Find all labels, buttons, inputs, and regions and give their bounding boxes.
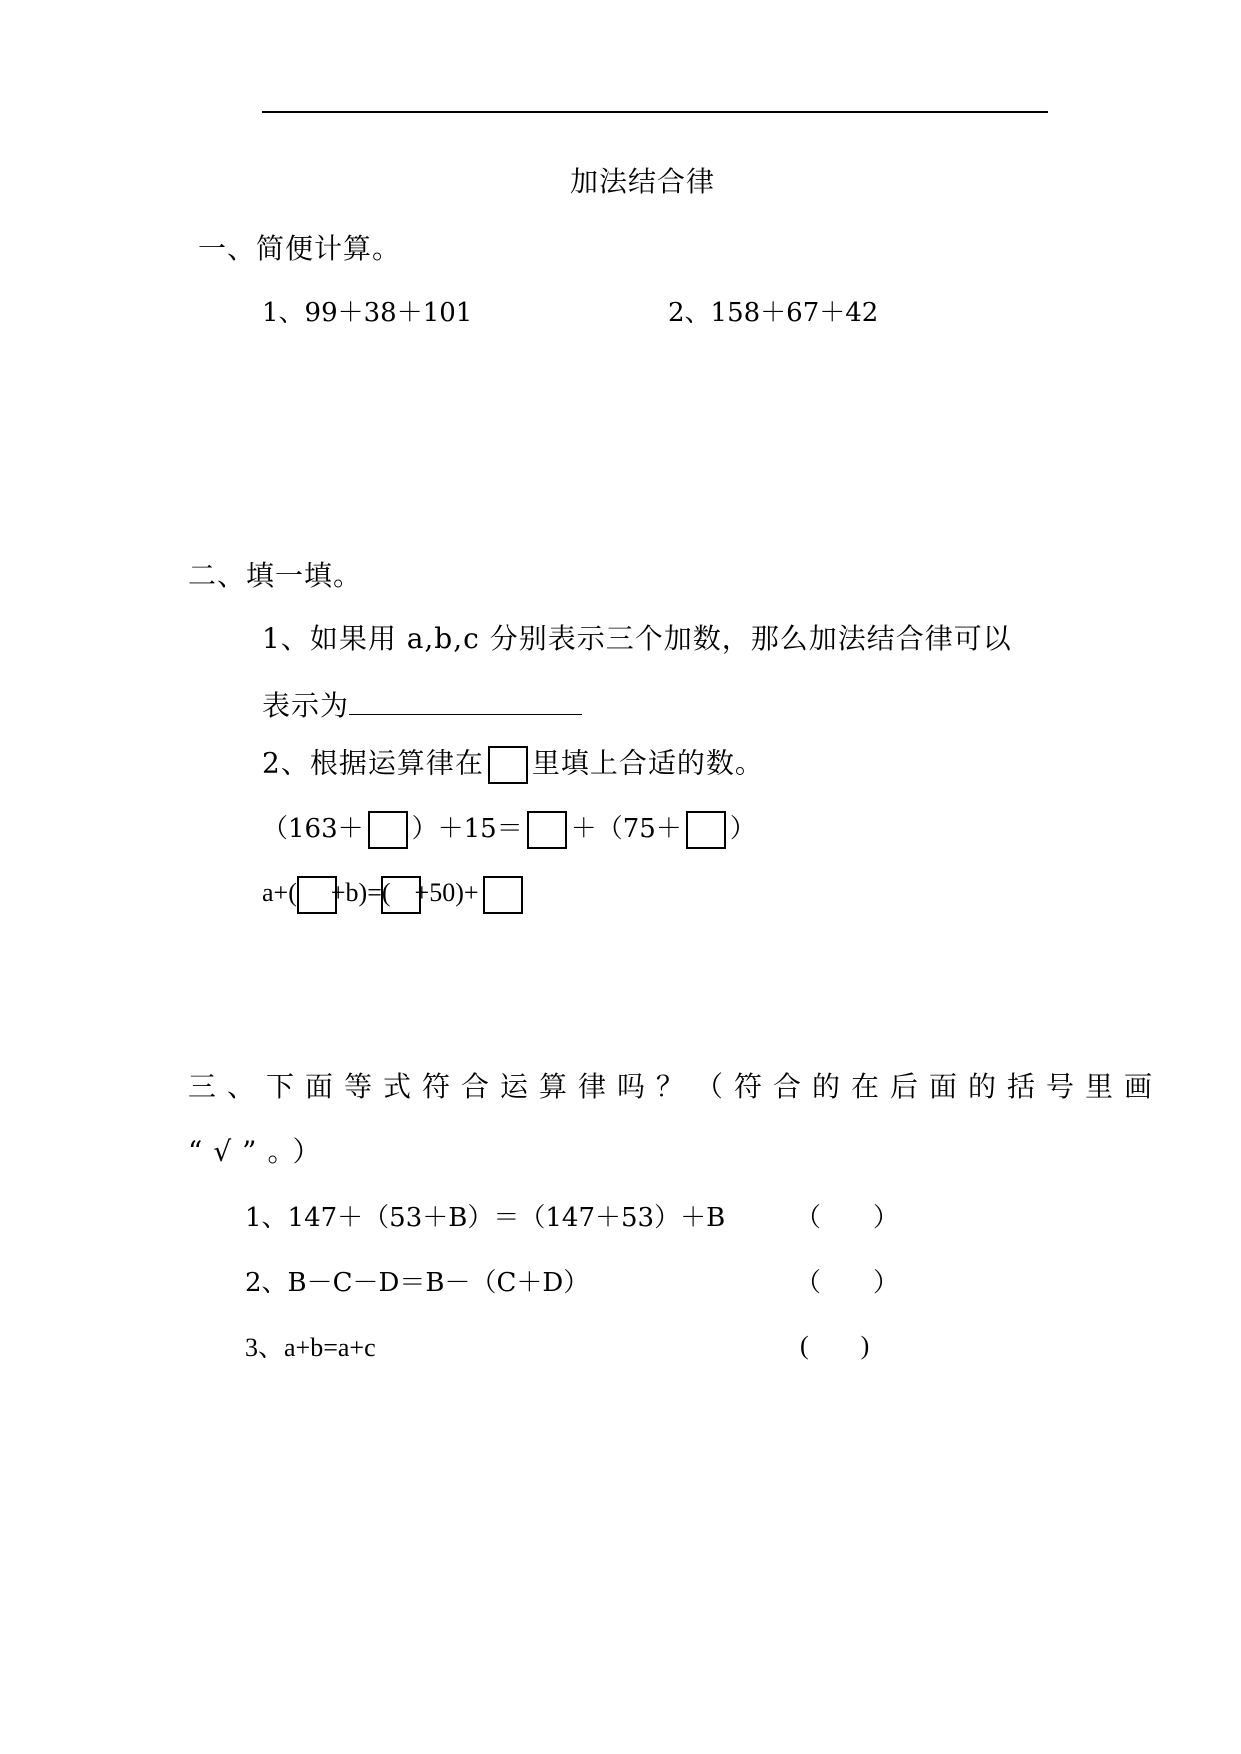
answer-box[interactable] <box>527 811 567 849</box>
equation-2-part-3: +50)+ <box>414 877 479 907</box>
equation-1-part-1: （163＋ <box>262 814 364 844</box>
answer-box-example <box>488 746 528 784</box>
section1-question-1: 1、99＋38＋101 <box>262 298 473 328</box>
answer-blank-line[interactable] <box>349 688 582 715</box>
section2-question-1-prefix: 表示为 <box>262 689 350 722</box>
section1-heading: 一、简便计算。 <box>198 232 402 265</box>
section2-question-2-pre: 2、根据运算律在 <box>262 746 484 780</box>
section2-question-2 <box>262 746 764 784</box>
section3-heading-line2: “√”。） <box>188 1135 332 1168</box>
answer-box[interactable] <box>368 811 408 849</box>
section2-question-1-line2 <box>262 688 582 720</box>
section2-heading: 二、填一填。 <box>188 559 363 592</box>
section1-question-2: 2、158＋67＋42 <box>668 298 879 328</box>
judge-item-2: 2、B－C－D＝B－（C＋D） <box>245 1268 590 1298</box>
judge-paren-3[interactable]: ( ) <box>800 1331 870 1360</box>
header-rule <box>262 111 1048 113</box>
answer-box[interactable] <box>686 811 726 849</box>
equation-1-part-2: ）＋15＝ <box>411 814 523 844</box>
judge-paren-2[interactable]: （ ） <box>795 1268 900 1298</box>
equation-2 <box>262 876 527 914</box>
section2-question-2-post: 里填上合适的数。 <box>531 746 764 780</box>
equation-1-part-4: ） <box>729 814 756 844</box>
equation-2-part-2: +b)=( <box>330 877 391 907</box>
judge-paren-1[interactable]: （ ） <box>795 1203 900 1233</box>
page-title: 加法结合律 <box>570 165 716 198</box>
judge-item-1: 1、147＋（53＋B）＝（147＋53）＋B <box>245 1203 726 1233</box>
judge-item-3: 3、a+b=a+c <box>245 1333 376 1362</box>
answer-box[interactable] <box>483 876 523 914</box>
section2-question-1-line1: 1、如果用 a,b,c 分别表示三个加数，那么加法结合律可以 <box>262 622 1012 655</box>
section3-heading-line1: 三、下面等式符合运算律吗？（符合的在后面的括号里画 <box>188 1070 1164 1103</box>
equation-1 <box>262 811 756 849</box>
equation-2-part-1: a+( <box>262 877 297 907</box>
equation-1-part-3: ＋（75＋ <box>570 814 682 844</box>
